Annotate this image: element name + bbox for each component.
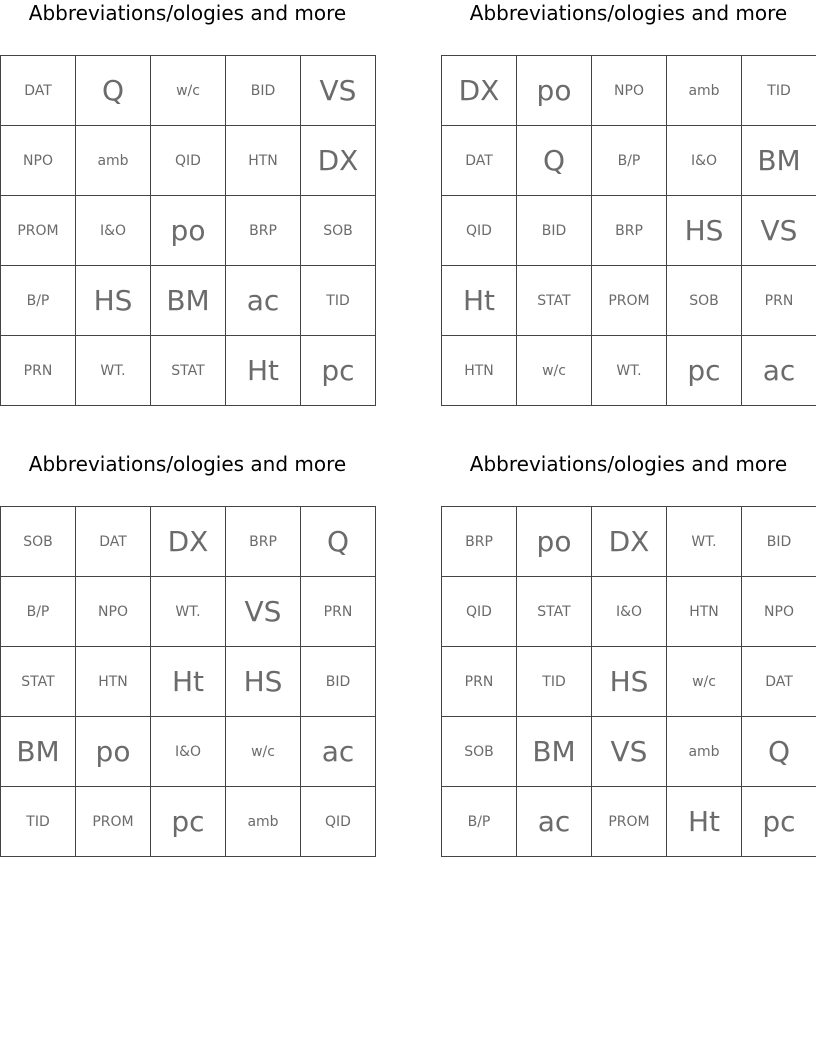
grid-cell: amb (667, 56, 742, 126)
grid-row (1, 577, 376, 647)
grid-cell: Ht (151, 647, 226, 717)
grid-cell: DAT (442, 126, 517, 196)
grid-cell: w/c (517, 336, 592, 406)
grid-cell: BID (742, 507, 816, 577)
grid-cell: po (517, 56, 592, 126)
grid-row (442, 336, 816, 406)
grid-cell: B/P (1, 577, 76, 647)
grid-cell: TID (301, 266, 376, 336)
grid-cell: BID (226, 56, 301, 126)
grid-cell: I&O (667, 126, 742, 196)
card-title: Abbreviations/ologies and more (28, 1, 347, 25)
grid-cell: TID (517, 647, 592, 717)
grid-cell: VS (301, 56, 376, 126)
grid-row (1, 717, 376, 787)
grid-cell: ac (517, 787, 592, 857)
grid-row (442, 507, 816, 577)
grid-row (1, 196, 376, 266)
grid-cell: DX (592, 507, 667, 577)
grid-row (1, 647, 376, 717)
grid-cell: DAT (742, 647, 816, 717)
grid-cell: po (517, 507, 592, 577)
grid-cell: Ht (226, 336, 301, 406)
grid-cell: BID (301, 647, 376, 717)
grid-cell: BM (1, 717, 76, 787)
grid-cell: pc (667, 336, 742, 406)
grid-cell: STAT (517, 577, 592, 647)
grid-row (442, 647, 816, 717)
grid-cell: B/P (442, 787, 517, 857)
grid-cell: po (76, 717, 151, 787)
grid-cell: VS (226, 577, 301, 647)
grid-cell: DAT (1, 56, 76, 126)
grid-cell: PROM (76, 787, 151, 857)
grid-cell: HTN (226, 126, 301, 196)
grid-row (1, 336, 376, 406)
grid-cell: amb (76, 126, 151, 196)
bingo-grid (0, 506, 376, 857)
grid-cell: BM (517, 717, 592, 787)
grid-cell: Q (517, 126, 592, 196)
grid-cell: pc (151, 787, 226, 857)
grid-cell: QID (151, 126, 226, 196)
grid-cell: Ht (442, 266, 517, 336)
grid-row (1, 126, 376, 196)
grid-cell: STAT (517, 266, 592, 336)
grid-cell: I&O (76, 196, 151, 266)
grid-cell: w/c (226, 717, 301, 787)
grid-cell: SOB (667, 266, 742, 336)
grid-cell: WT. (151, 577, 226, 647)
grid-cell: po (151, 196, 226, 266)
grid-cell: DX (442, 56, 517, 126)
grid-cell: BRP (442, 507, 517, 577)
grid-cell: SOB (1, 507, 76, 577)
grid-row (1, 507, 376, 577)
grid-cell: B/P (1, 266, 76, 336)
grid-cell: HS (592, 647, 667, 717)
card-title: Abbreviations/ologies and more (469, 452, 788, 476)
grid-cell: HTN (442, 336, 517, 406)
grid-row (442, 266, 816, 336)
bingo-grid (441, 55, 816, 406)
grid-cell: BM (742, 126, 816, 196)
grid-row (442, 787, 816, 857)
grid-cell: BRP (592, 196, 667, 266)
grid-cell: SOB (442, 717, 517, 787)
grid-cell: STAT (1, 647, 76, 717)
grid-cell: VS (592, 717, 667, 787)
grid-cell: STAT (151, 336, 226, 406)
card-title: Abbreviations/ologies and more (469, 1, 788, 25)
grid-cell: TID (1, 787, 76, 857)
grid-row (1, 266, 376, 336)
grid-cell: BM (151, 266, 226, 336)
grid-cell: QID (442, 577, 517, 647)
grid-cell: PRN (442, 647, 517, 717)
grid-cell: PRN (742, 266, 816, 336)
grid-cell: w/c (667, 647, 742, 717)
grid-cell: B/P (592, 126, 667, 196)
grid-row (442, 196, 816, 266)
grid-cell: PRN (1, 336, 76, 406)
grid-cell: BRP (226, 196, 301, 266)
grid-cell: HS (226, 647, 301, 717)
grid-cell: WT. (76, 336, 151, 406)
grid-cell: WT. (592, 336, 667, 406)
grid-cell: QID (442, 196, 517, 266)
grid-cell: ac (226, 266, 301, 336)
grid-row (442, 56, 816, 126)
grid-cell: NPO (1, 126, 76, 196)
grid-cell: I&O (592, 577, 667, 647)
grid-row (1, 56, 376, 126)
grid-cell: ac (742, 336, 816, 406)
grid-cell: HS (76, 266, 151, 336)
grid-cell: PROM (592, 787, 667, 857)
grid-cell: DX (301, 126, 376, 196)
grid-cell: amb (226, 787, 301, 857)
grid-row (442, 126, 816, 196)
grid-cell: SOB (301, 196, 376, 266)
grid-cell: PRN (301, 577, 376, 647)
grid-cell: I&O (151, 717, 226, 787)
bingo-grid (0, 55, 376, 406)
grid-cell: WT. (667, 507, 742, 577)
grid-cell: Q (76, 56, 151, 126)
grid-cell: pc (742, 787, 816, 857)
grid-row (442, 717, 816, 787)
grid-cell: Ht (667, 787, 742, 857)
grid-cell: Q (742, 717, 816, 787)
grid-cell: VS (742, 196, 816, 266)
grid-row (442, 577, 816, 647)
grid-cell: ac (301, 717, 376, 787)
grid-cell: DX (151, 507, 226, 577)
grid-cell: amb (667, 717, 742, 787)
grid-cell: NPO (592, 56, 667, 126)
grid-cell: HS (667, 196, 742, 266)
grid-cell: DAT (76, 507, 151, 577)
grid-row (1, 787, 376, 857)
grid-cell: PROM (1, 196, 76, 266)
grid-cell: PROM (592, 266, 667, 336)
grid-cell: Q (301, 507, 376, 577)
bingo-grid (441, 506, 816, 857)
grid-cell: BID (517, 196, 592, 266)
grid-cell: NPO (742, 577, 816, 647)
grid-cell: pc (301, 336, 376, 406)
grid-cell: HTN (667, 577, 742, 647)
grid-cell: NPO (76, 577, 151, 647)
grid-cell: BRP (226, 507, 301, 577)
card-title: Abbreviations/ologies and more (28, 452, 347, 476)
grid-cell: QID (301, 787, 376, 857)
grid-cell: TID (742, 56, 816, 126)
grid-cell: w/c (151, 56, 226, 126)
grid-cell: HTN (76, 647, 151, 717)
